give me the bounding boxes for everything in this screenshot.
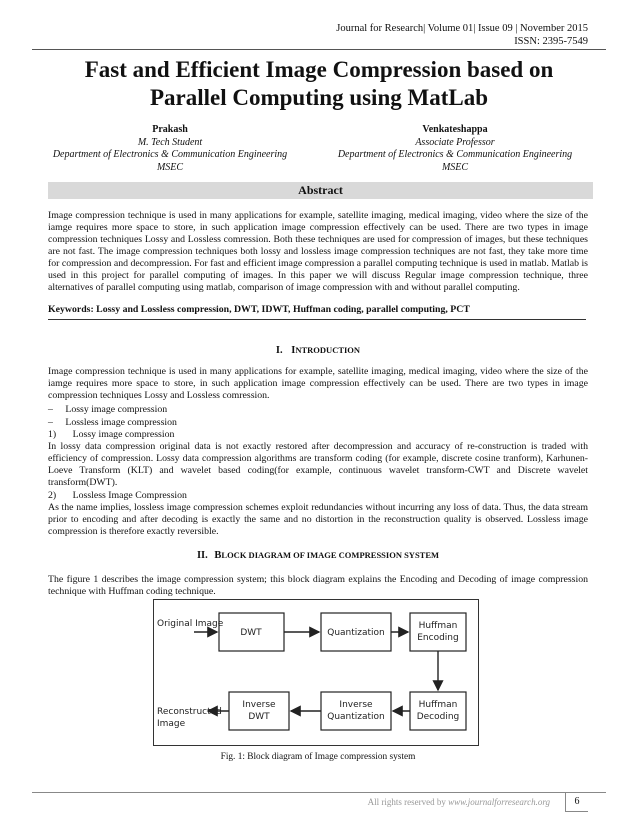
section-title-rest: NTRODUCTION (295, 345, 361, 355)
list-item (48, 404, 167, 416)
huffman-decoding-block (410, 692, 466, 730)
bullet-dash: – (48, 404, 53, 415)
figure-frame (153, 599, 479, 746)
section-title-first: B (214, 550, 222, 561)
bullet-dash: – (48, 417, 53, 428)
section-number: I. (275, 345, 283, 356)
inverse-dwt-label-1: Inverse (242, 700, 276, 710)
abstract-heading: Abstract (48, 182, 593, 199)
inverse-quantization-label-1: Inverse (339, 700, 373, 710)
author-institution: MSEC (156, 161, 184, 173)
abstract-body: Image compression technique is used in many applications for example, satellite imaging, medical imaging, video where the size of the iamge requires more space to store, in such application image compression effectively can be used. There are two types in image compression techniques Lossy and Lossless comression. Both these techniques are used for compression of images, but these techniques are not fast. The image compression techniques both lossy and lossless image compression techniques are not fast, they take more time for compression and decompression. For fast and efficient image compression a parallel computing technique is used in matlab. Matlab is used in this project for parallel computing of images. In this paper we will discuss Regular image compression technique, three alternatives of parallel computing using matlab, comparison of image compression with and without parallel computing. (48, 210, 588, 293)
author-institution: MSEC (441, 161, 469, 173)
subsection-title: Lossless Image Compression (72, 490, 187, 501)
author-department: Department of Electronics & Communication Engineering (52, 149, 288, 160)
subsection-number: 1) (48, 429, 57, 440)
author-name: Venkateshappa (422, 124, 488, 135)
footer-rights-text: All rights reserved by (367, 797, 449, 807)
huffman-decoding-label-1: Huffman (418, 700, 458, 710)
title-line-2: Parallel Computing using MatLab (149, 85, 488, 110)
journal-header (336, 22, 588, 48)
section-number: II. (196, 550, 208, 561)
journal-issn: ISSN: 2395-7549 (514, 36, 588, 47)
section-title-rest: LOCK DIAGRAM OF IMAGE COMPRESSION SYSTEM (221, 550, 440, 560)
subsection-heading-lossy (48, 429, 174, 441)
reconstructed-image-label-2: Image (157, 719, 186, 729)
keywords: Keywords: Lossy and Lossless compression, DWT, IDWT, Huffman coding, parallel computing, PCT (48, 304, 470, 315)
footer-url-link[interactable]: www.journalforresearch.org (448, 797, 550, 807)
reconstructed-image-label-1: Reconstructed (157, 707, 222, 717)
footer-rule (32, 792, 606, 793)
huffman-decoding-label-2: Decoding (416, 712, 460, 722)
intro-paragraph: Image compression technique is used in many applications for example, satellite imaging, medical imaging, video where the size of the iamge requires more space to store, in such application image compression effectively can be used. There are two types in image compression techniques Lossy and Lossless comression. (48, 366, 588, 401)
section-heading-block-diagram (48, 550, 588, 561)
quantization-label: Quantization (327, 628, 385, 638)
header-rule (32, 49, 606, 50)
page-number: 6 (565, 793, 588, 812)
author-name: Prakash (152, 124, 188, 135)
huffman-encoding-label-2: Encoding (417, 633, 459, 643)
original-image-label: Original Image (157, 619, 224, 629)
subsection-title: Lossy image compression (72, 429, 175, 440)
figure-caption: Fig. 1: Block diagram of Image compression system (220, 752, 416, 762)
author-role: Associate Professor (415, 136, 495, 148)
huffman-encoding-block (410, 613, 466, 651)
huffman-encoding-label-1: Huffman (418, 621, 458, 631)
block-diagram-paragraph: The figure 1 describes the image compression system; this block diagram explains the Encoding and Decoding of image compression technique with Huffman coding technique. (48, 574, 588, 597)
list-item (48, 417, 177, 429)
subsection-number: 2) (48, 490, 57, 501)
inverse-quantization-label-2: Quantization (327, 712, 385, 722)
author-block-1 (20, 124, 320, 174)
section-title-first: I (291, 345, 296, 356)
subsection-heading-lossless (48, 490, 187, 502)
inverse-dwt-block (229, 692, 289, 730)
author-block-2 (305, 124, 605, 174)
block-diagram (154, 600, 478, 745)
inverse-dwt-label-2: DWT (248, 712, 270, 722)
author-role: M. Tech Student (137, 136, 203, 148)
author-department: Department of Electronics & Communication Engineering (337, 149, 573, 160)
inverse-quantization-block (321, 692, 391, 730)
bullet-text: Lossy image compression (65, 404, 168, 415)
bullet-text: Lossless image compression (65, 417, 177, 428)
keywords-rule (48, 319, 586, 320)
section-heading-introduction (48, 345, 588, 356)
lossless-paragraph: As the name implies, lossless image compression schemes exploit redundancies without incurring any loss of data. Thus, the data stream prior to encoding and after decoding is exactly the same and no distortion in the reconstruction quality is observed. Lossless image compression is therefore exactly reversible. (48, 502, 588, 537)
journal-citation: Journal for Research| Volume 01| Issue 09 | November 2015 (336, 23, 588, 34)
lossy-paragraph: In lossy data compression original data is not exactly restored after decompression and accuracy of re-construction is traded with efficiency of compression. Lossy data compression algorithms are transform coding (for example, discrete cosine tranform), Karhunen-Loeve Transform (KLT) and wavelet based coding(for example, continuous wavelet transform-CWT and Discrete wavelet transform(DWT). (48, 441, 588, 488)
footer-rights (368, 797, 550, 807)
paper-title (40, 56, 598, 112)
title-line-1: Fast and Efficient Image Compression based on (84, 57, 554, 82)
dwt-label: DWT (240, 628, 262, 638)
